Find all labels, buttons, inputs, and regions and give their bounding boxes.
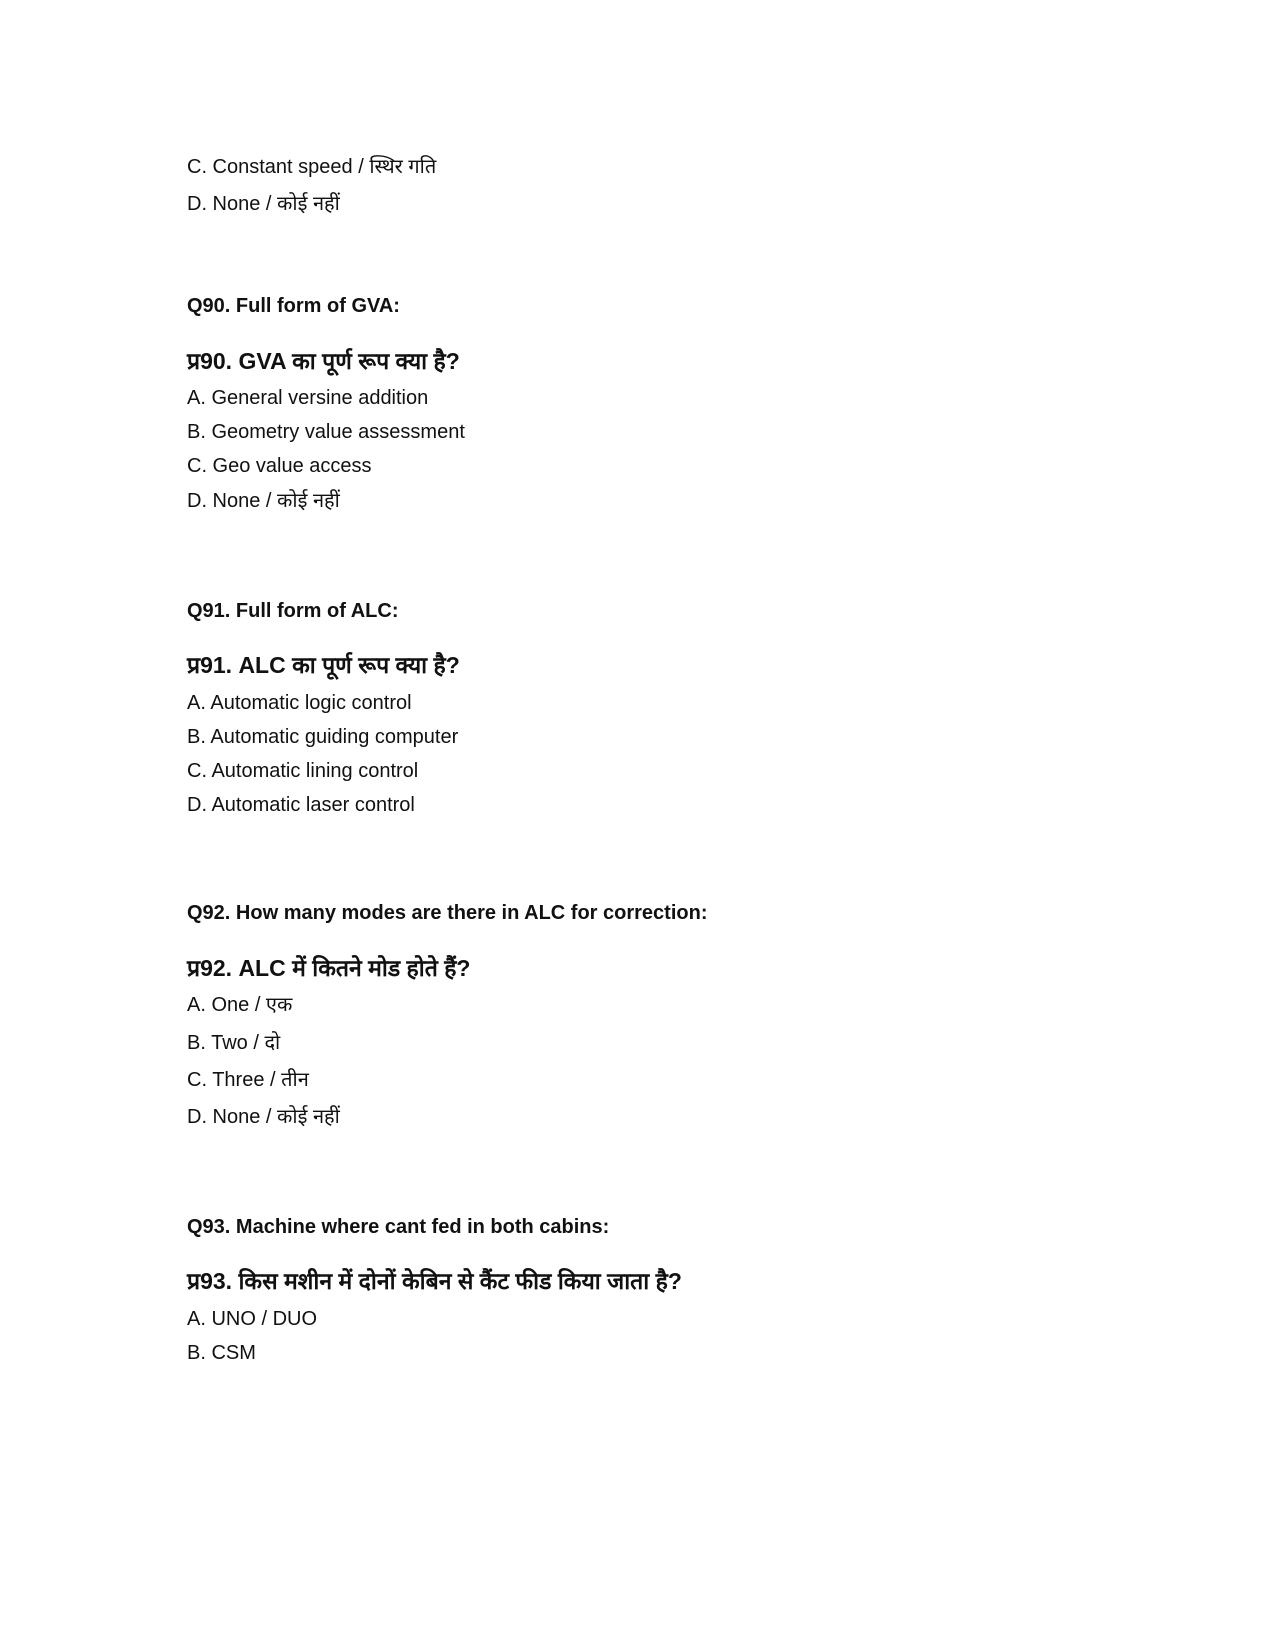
q92-option-d: D. None / कोई नहीं bbox=[187, 1106, 340, 1128]
option-d-none: D. None / कोई नहीं bbox=[187, 193, 340, 215]
question-91-hindi: प्र91. ALC का पूर्ण रूप क्या है? bbox=[187, 652, 460, 678]
question-93-english: Q93. Machine where cant fed in both cabins: bbox=[187, 1216, 610, 1238]
question-92-english: Q92. How many modes are there in ALC for correction: bbox=[187, 902, 708, 924]
q90-option-b: B. Geometry value assessment bbox=[187, 421, 465, 443]
question-90-hindi: प्र90. GVA का पूर्ण रूप क्या है? bbox=[187, 348, 460, 374]
question-92-hindi: प्र92. ALC में कितने मोड होते हैं? bbox=[187, 955, 471, 981]
q91-option-b: B. Automatic guiding computer bbox=[187, 726, 459, 748]
q90-option-c: C. Geo value access bbox=[187, 455, 372, 477]
q92-option-c: C. Three / तीन bbox=[187, 1069, 309, 1091]
q91-option-a: A. Automatic logic control bbox=[187, 692, 412, 714]
q91-option-d: D. Automatic laser control bbox=[187, 794, 415, 816]
question-93-hindi: प्र93. किस मशीन में दोनों केबिन से कैंट फीड किया जाता है? bbox=[187, 1268, 682, 1294]
q91-option-c: C. Automatic lining control bbox=[187, 760, 419, 782]
question-90-english: Q90. Full form of GVA: bbox=[187, 295, 400, 317]
question-91-english: Q91. Full form of ALC: bbox=[187, 600, 399, 622]
q90-option-d: D. None / कोई नहीं bbox=[187, 490, 340, 512]
q93-option-a: A. UNO / DUO bbox=[187, 1308, 318, 1330]
q92-option-a: A. One / एक bbox=[187, 994, 293, 1016]
q93-option-b: B. CSM bbox=[187, 1342, 256, 1364]
option-c-constant-speed: C. Constant speed / स्थिर गति bbox=[187, 156, 437, 178]
q92-option-b: B. Two / दो bbox=[187, 1032, 281, 1054]
q90-option-a: A. General versine addition bbox=[187, 387, 429, 409]
